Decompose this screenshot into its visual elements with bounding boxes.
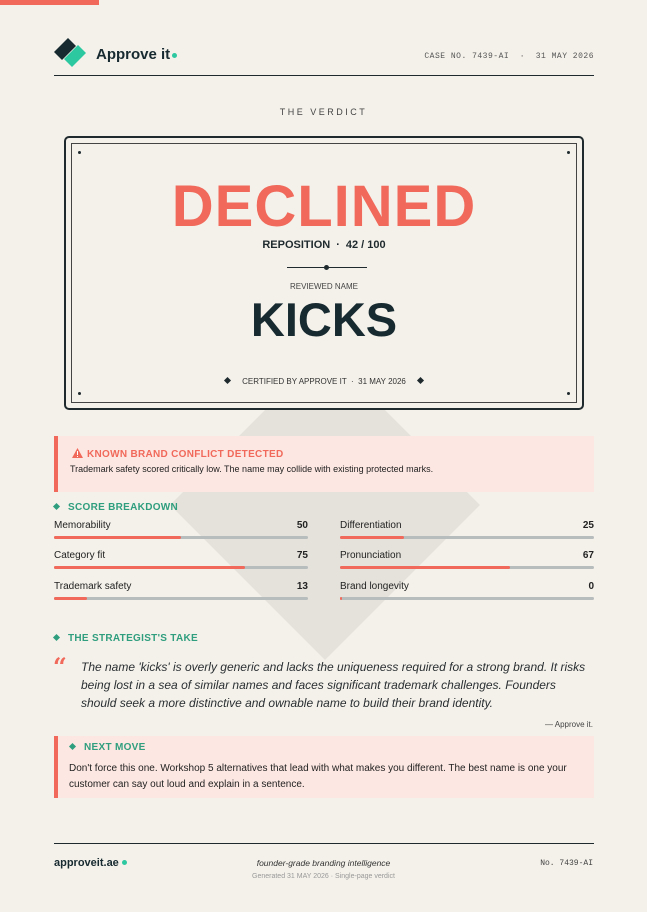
alert-title: KNOWN BRAND CONFLICT DETECTED — [72, 448, 283, 460]
warning-icon — [72, 448, 83, 458]
diamond-icon — [224, 377, 231, 384]
score-value: 50 — [296, 520, 308, 531]
score-row — [340, 581, 594, 607]
corner-dot — [78, 392, 81, 395]
score-label: Brand longevity — [340, 581, 409, 592]
score-bar — [340, 597, 594, 600]
score-bar-fill — [54, 566, 245, 569]
approve-it-logo-icon — [54, 36, 86, 68]
score-label: Category fit — [54, 550, 106, 561]
footer-divider — [54, 843, 594, 844]
score-label: Differentiation — [340, 520, 402, 531]
score-row — [54, 550, 308, 576]
score-row — [54, 581, 308, 607]
score-bar-fill — [340, 536, 404, 539]
score-bar — [340, 536, 594, 539]
score-bar-fill — [340, 597, 342, 600]
footer-number: No. 7439-AI — [540, 859, 593, 868]
strategist-quote: The name 'kicks' is overly generic and lacks the uniqueness required for a strong brand. It risks being lost in a sea of similar names and faces significant trademark challenges. Founders should seek a more distinctive and ownable name to build their brand identity. — [81, 660, 586, 710]
next-move-text: Don't force this one. Workshop 5 alternatives that lead with what makes you different. The best name is one your customer can say out loud and explain in a sentence. — [69, 763, 567, 790]
corner-dot — [78, 151, 81, 154]
reviewed-name-label: REVIEWED NAME — [289, 282, 358, 291]
score-bar-fill — [54, 597, 87, 600]
verdict-certificate — [64, 136, 584, 410]
strategists-take-title: THE STRATEGIST'S TAKE — [54, 633, 198, 644]
footer-site-link[interactable]: approveit.ae — [54, 857, 127, 869]
score-bar-fill — [54, 536, 181, 539]
score-bar-fill — [340, 566, 510, 569]
score-row — [340, 520, 594, 546]
top-accent-bar — [0, 0, 99, 5]
quote-attribution: — Approve it. — [544, 720, 593, 729]
score-value: 75 — [296, 550, 308, 561]
brand-dot — [172, 53, 177, 58]
verdict-label: THE VERDICT — [279, 107, 368, 117]
corner-dot — [567, 392, 570, 395]
score-label: Memorability — [54, 520, 111, 531]
footer-tagline: founder-grade branding intelligence — [256, 858, 391, 868]
score-label: Pronunciation — [340, 550, 402, 561]
score-row — [340, 550, 594, 576]
corner-dot — [567, 151, 570, 154]
brand-conflict-alert — [54, 436, 594, 492]
verdict-recommendation: REPOSITION · 42 / 100 — [262, 239, 386, 251]
score-bar — [54, 566, 308, 569]
score-value: 25 — [582, 520, 594, 531]
score-bar — [54, 536, 308, 539]
score-row — [54, 520, 308, 546]
certified-line: CERTIFIED BY APPROVE IT · 31 MAY 2026 — [72, 377, 576, 386]
diamond-icon — [53, 634, 60, 641]
reviewed-name: KICKS — [250, 293, 398, 346]
divider-dot — [324, 265, 329, 270]
diamond-icon — [53, 503, 60, 510]
score-value: 13 — [296, 581, 308, 592]
score-label: Trademark safety — [54, 581, 132, 592]
next-move-box — [54, 736, 594, 798]
verdict-status: DECLINED — [171, 174, 477, 239]
diamond-icon — [69, 743, 76, 750]
score-value: 0 — [588, 581, 594, 592]
alert-text: Trademark safety scored critically low. The name may collide with existing protected marks. — [70, 464, 434, 474]
score-bar — [54, 597, 308, 600]
score-value: 67 — [582, 550, 594, 561]
diamond-icon — [417, 377, 424, 384]
header — [54, 36, 594, 76]
brand-name: Approve it — [96, 46, 177, 63]
footer-generated: Generated 31 MAY 2026 · Single-page verdict — [252, 873, 395, 880]
case-number: CASE NO. 7439-AI · 31 MAY 2026 — [424, 52, 594, 61]
score-bar — [340, 566, 594, 569]
score-breakdown-title: SCORE BREAKDOWN — [54, 502, 178, 513]
quote-icon: “ — [53, 652, 67, 681]
next-move-title: NEXT MOVE — [70, 742, 146, 753]
